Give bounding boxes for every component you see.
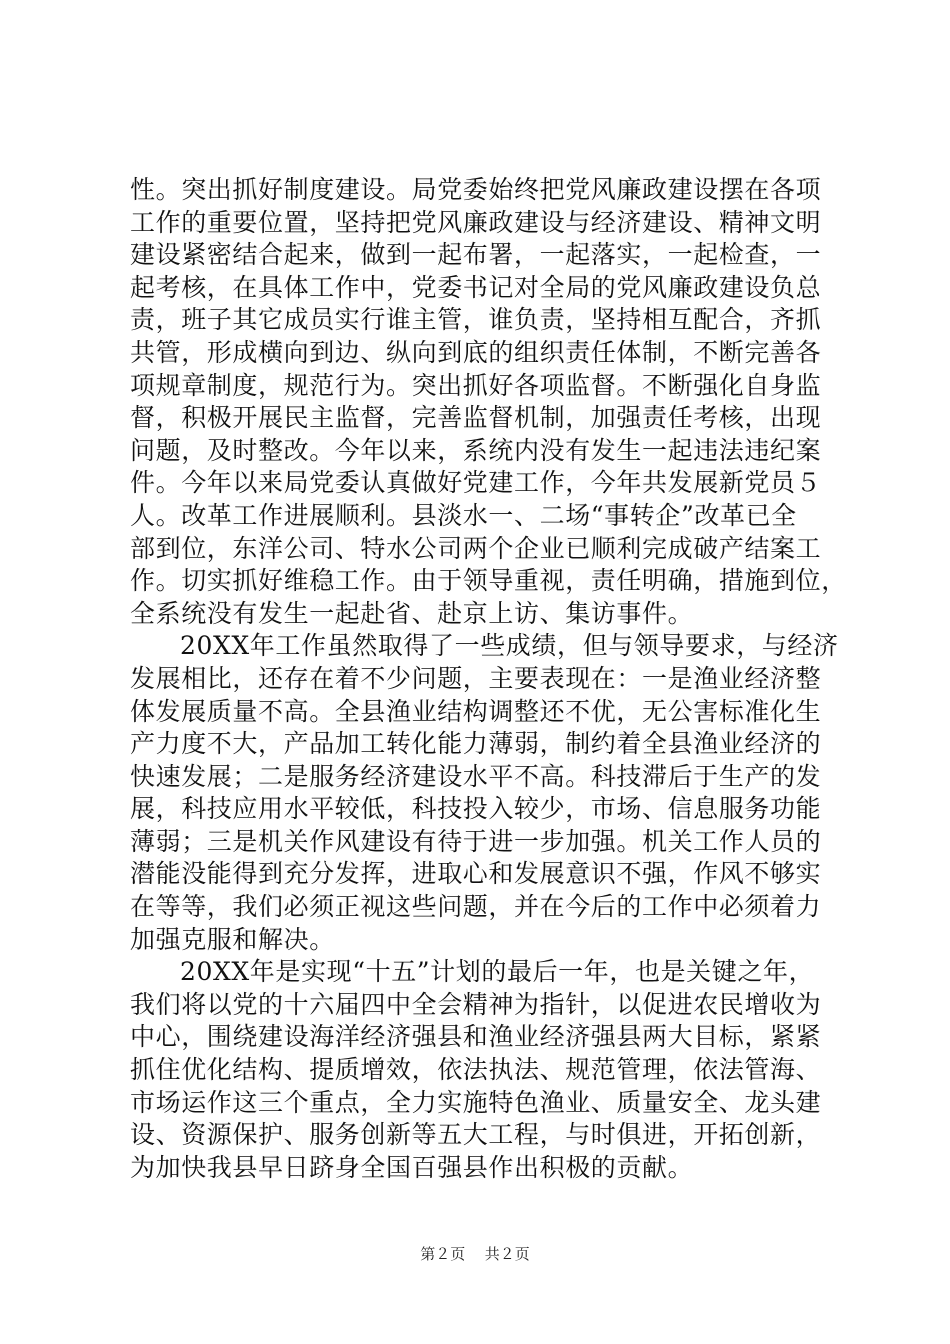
text-line: 快速发展；二是服务经济建设水平不高。科技滞后于生产的发 [130, 761, 822, 791]
text-line: 展，科技应用水平较低，科技投入较少，市场、信息服务功能 [130, 794, 822, 824]
text-line: 中心，围绕建设海洋经济强县和渔业经济强县两大目标，紧紧 [130, 1022, 822, 1052]
text-line: 在等等，我们必须正视这些问题，并在今后的工作中必须着力 [130, 892, 822, 922]
text-line: 共管，形成横向到边、纵向到底的组织责任体制，不断完善各 [130, 337, 822, 367]
text-line: 责，班子其它成员实行谁主管，谁负责，坚持相互配合，齐抓 [130, 305, 822, 335]
paragraph-first-line: 20XX年是实现“十五”计划的最后一年，也是关键之年， [180, 957, 815, 987]
page-number: 第２页 [420, 1245, 466, 1263]
text-line: 加强克服和解决。 [130, 924, 335, 954]
text-line: 为加快我县早日跻身全国百强县作出积极的贡献。 [130, 1152, 694, 1182]
page-footer [0, 1243, 950, 1264]
text-line: 设、资源保护、服务创新等五大工程，与时俱进，开拓创新， [130, 1120, 822, 1150]
text-line: 作。切实抓好维稳工作。由于领导重视，责任明确，措施到位， [130, 566, 847, 596]
text-line: 部到位，东洋公司、特水公司两个企业已顺利完成破产结案工 [130, 533, 822, 563]
text-line: 工作的重要位置，坚持把党风廉政建设与经济建设、精神文明 [130, 207, 822, 237]
text-line: 督，积极开展民主监督，完善监督机制，加强责任考核，出现 [130, 403, 822, 433]
text-line: 市场运作这三个重点，全力实施特色渔业、质量安全、龙头建 [130, 1087, 822, 1117]
text-line: 潜能没能得到充分发挥，进取心和发展意识不强，作风不够实 [130, 859, 822, 889]
paragraph-first-line: 20XX年工作虽然取得了一些成绩，但与领导要求，与经济 [180, 631, 839, 661]
text-line: 体发展质量不高。全县渔业结构调整还不优，无公害标准化生 [130, 696, 822, 726]
document-body [130, 174, 847, 1184]
text-line: 产力度不大，产品加工转化能力薄弱，制约着全县渔业经济的 [130, 729, 822, 759]
text-line: 问题，及时整改。今年以来，系统内没有发生一起违法违纪案 [130, 435, 822, 465]
text-line: 全系统没有发生一起赴省、赴京上访、集访事件。 [130, 598, 694, 628]
text-line: 件。今年以来局党委认真做好党建工作，今年共发展新党员５ [130, 468, 822, 498]
text-line: 人。改革工作进展顺利。县淡水一、二场“事转企”改革已全 [130, 500, 797, 530]
text-line: 我们将以党的十六届四中全会精神为指针，以促进农民增收为 [130, 989, 822, 1019]
text-line: 抓住优化结构、提质增效，依法执法、规范管理，依法管海、 [130, 1055, 822, 1085]
page-total: 共２页 [484, 1245, 530, 1263]
text-line: 建设紧密结合起来，做到一起布署，一起落实，一起检查，一 [130, 240, 822, 270]
text-line: 项规章制度，规范行为。突出抓好各项监督。不断强化自身监 [130, 370, 822, 400]
text-line: 薄弱；三是机关作风建设有待于进一步加强。机关工作人员的 [130, 826, 822, 856]
text-line: 起考核，在具体工作中，党委书记对全局的党风廉政建设负总 [130, 272, 822, 302]
text-line: 发展相比，还存在着不少问题，主要表现在：一是渔业经济整 [130, 663, 822, 693]
text-line: 性。突出抓好制度建设。局党委始终把党风廉政建设摆在各项 [130, 175, 822, 204]
